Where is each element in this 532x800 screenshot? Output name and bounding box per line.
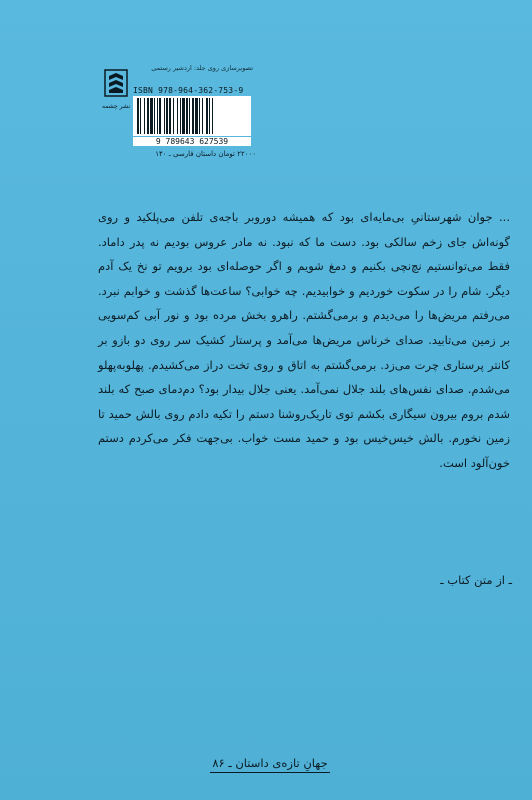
- excerpt-paragraph: ... جوان شهرستانیِ بی‌مایه‌ای بود که همیشه دوروبر باجه‌ی تلفن می‌پلکید و روی گونه‌اش جای زخم سالکی بود. دست ما که نبود. نه مادر عروس بودیم نه پدر داماد. فقط می‌توانستیم نچ‌نچی بکنیم و دمغ شویم و اگر حوصله‌ای بود برویم تو نخ یک آدم دیگر. شام را در سکوت خوردیم و خوابیدیم. چه خوابی؟ ساعت‌ها گذشت و خوابم نبرد. می‌رفتم مریض‌ها را می‌دیدم و برمی‌گشتم. راهرو بخش مرده بود و نور آبی کم‌سویی بر زمین می‌تابید. صدای خرناس مریض‌ها می‌آمد و پرستار کشیک سر روی دو بازو بر کانتر پرستاری چرت می‌زد. برمی‌گشتم به اتاق و روی تخت دراز می‌کشیدم. پهلوبه‌پهلو می‌شدم. صدای نفس‌های بلند جلال نمی‌آمد. یعنی جلال بیدار بود؟ دم‌دمای صبح که بلند شدم بروم بیرون سیگاری بکشم توی تاریک‌روشنا دستم را تکیه دادم روی بالش حمید تا زمین نخورم. بالش خیس‌خیس بود و حمید مست خواب. بی‌جهت فکر می‌کردم دستم خون‌آلود است.: [98, 210, 510, 470]
- price-and-catalog-line: ۲۲۰۰۰ تومان داستان فارسی ـ ۱۴۰: [155, 150, 256, 158]
- book-excerpt: [98, 205, 510, 476]
- publisher-name: نشر چشمه: [102, 103, 130, 110]
- publisher-logo-icon: [103, 68, 129, 98]
- cover-illustration-credit: تصویرسازی روی جلد: اردشیر رستمی: [151, 64, 253, 72]
- isbn-label: ISBN 978-964-362-753-9: [133, 86, 244, 95]
- barcode-number: 9 789643 627539: [133, 137, 251, 146]
- excerpt-source: ـ از متن کتاب ـ: [440, 573, 512, 587]
- series-title: جهانِ تازه‌ی داستان ـ ۸۶: [210, 756, 330, 773]
- barcode-image: [133, 96, 251, 136]
